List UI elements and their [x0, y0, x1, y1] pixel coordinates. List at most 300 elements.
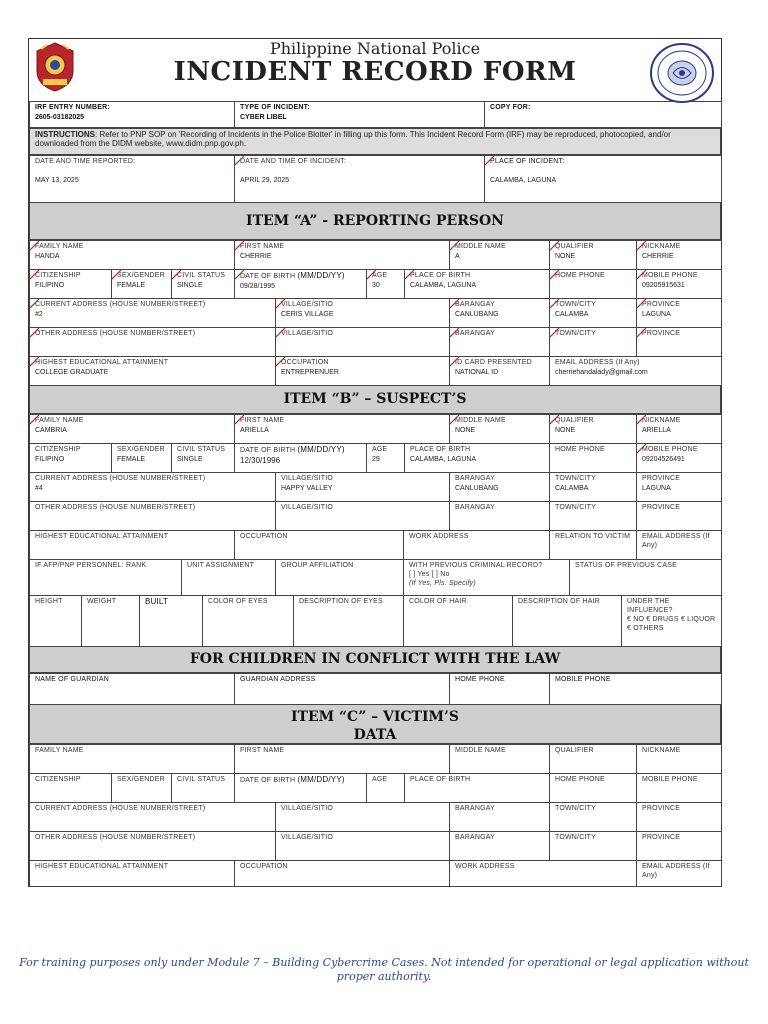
a-dob-format: (MM/DD/YY) [297, 271, 345, 280]
a-home-phone-cell[interactable] [550, 270, 637, 299]
didm-seal-logo [649, 42, 715, 104]
a-civil-status-cell[interactable] [172, 270, 235, 299]
b-education-cell[interactable] [30, 531, 235, 560]
b-qualifier-cell[interactable] [550, 415, 637, 444]
a-age-label: AGE [372, 272, 388, 279]
b-village-cell[interactable] [276, 473, 450, 502]
guardian-home-phone-cell[interactable] [450, 674, 550, 705]
red-check-mark-icon [637, 299, 647, 309]
a-first-name-value[interactable]: CHERRIE [240, 253, 272, 260]
b-family-name-label: FAMILY NAME [35, 417, 84, 424]
b-civil-status-cell[interactable] [172, 444, 235, 473]
c-town-label: TOWN/CITY [555, 805, 596, 812]
c-other-village-label: VILLAGE/SITIO [281, 834, 334, 841]
a-dob-value[interactable]: 09/28/1995 [240, 283, 276, 290]
b-email-label: EMAIL ADDRESS (If Any) [642, 533, 710, 549]
c-province-cell[interactable] [637, 803, 722, 832]
item-c-name-row [29, 744, 722, 774]
a-sex-cell[interactable] [112, 270, 172, 299]
c-other-village-cell[interactable] [276, 832, 450, 861]
irf-entry-label: IRF ENTRY NUMBER: [35, 104, 110, 111]
c-email-label: EMAIL ADDRESS (If Any) [642, 863, 710, 879]
a-family-name-cell[interactable] [30, 241, 235, 270]
b-eye-color-cell[interactable] [203, 596, 294, 647]
a-citizenship-value[interactable]: FILIPINO [35, 282, 65, 289]
a-current-address-cell[interactable] [30, 299, 276, 328]
b-family-name-value[interactable]: CAMBRIA [35, 427, 67, 434]
guardian-name-cell[interactable] [30, 674, 235, 705]
irf-row [29, 101, 722, 128]
a-mobile-label: MOBILE PHONE [642, 272, 698, 279]
a-family-name-label: FAMILY NAME [35, 243, 84, 250]
b-criminal-record-note: (If Yes, Pls. Specify) [409, 580, 476, 587]
b-sex-cell[interactable] [112, 444, 172, 473]
a-town-value[interactable]: CALAMBA [555, 311, 589, 318]
guardian-address-cell[interactable] [235, 674, 450, 705]
red-check-mark-icon [550, 299, 560, 309]
b-province-value[interactable]: LAGUNA [642, 485, 671, 492]
b-other-barangay-label: BARANGAY [455, 504, 495, 511]
a-sex-value[interactable]: FEMALE [117, 282, 146, 289]
a-town-label: TOWN/CITY [555, 301, 596, 308]
b-rank-label: IF AFP/PNP PERSONNEL: RANK [35, 562, 147, 569]
a-id-value[interactable]: NATIONAL ID [455, 369, 499, 376]
red-check-mark-icon [405, 270, 415, 280]
b-group-cell[interactable] [276, 560, 404, 596]
red-check-mark-icon [550, 415, 560, 425]
red-check-mark-icon [30, 328, 40, 338]
b-other-province-cell[interactable] [637, 502, 722, 531]
red-check-mark-icon [550, 270, 560, 280]
b-qualifier-value[interactable]: NONE [555, 427, 576, 434]
b-influence-options[interactable]: € NO € DRUGS € LIQUOR € OTHERS [627, 616, 716, 632]
c-education-cell[interactable] [30, 861, 235, 887]
a-current-address-label: CURRENT ADDRESS (HOUSE NUMBER/STREET) [35, 301, 206, 308]
a-pob-cell[interactable] [405, 270, 550, 299]
b-other-town-cell[interactable] [550, 502, 637, 531]
c-education-label: HIGHEST EDUCATIONAL ATTAINMENT [35, 863, 169, 870]
a-other-village-cell[interactable] [276, 328, 450, 357]
form-header [29, 39, 721, 101]
a-civil-status-value[interactable]: SINGLE [177, 282, 203, 289]
a-barangay-value[interactable]: CANLUBANG [455, 311, 499, 318]
red-check-mark-icon [235, 270, 245, 280]
a-email-label: EMAIL ADDRESS (If Any) [555, 359, 640, 366]
a-middle-name-label: MIDDLE NAME [455, 243, 506, 250]
c-other-barangay-label: BARANGAY [455, 834, 495, 841]
a-village-cell[interactable] [276, 299, 450, 328]
c-village-label: VILLAGE/SITIO [281, 805, 334, 812]
c-barangay-label: BARANGAY [455, 805, 495, 812]
b-criminal-record-cell[interactable] [404, 560, 570, 596]
b-other-address-cell[interactable] [30, 502, 276, 531]
guardian-mobile-label: MOBILE PHONE [555, 676, 611, 683]
b-height-label: HEIGHT [35, 598, 63, 605]
b-age-label: AGE [372, 446, 388, 453]
a-family-name-value[interactable]: HANDA [35, 253, 60, 260]
b-pob-cell[interactable] [405, 444, 550, 473]
red-check-mark-icon [30, 299, 40, 309]
b-hair-desc-cell[interactable] [513, 596, 622, 647]
b-nickname-value[interactable]: ARIELLA [642, 427, 671, 434]
b-work-address-cell[interactable] [404, 531, 550, 560]
c-email-cell[interactable] [637, 861, 722, 887]
a-id-cell[interactable] [450, 357, 550, 386]
c-qualifier-cell[interactable] [550, 745, 637, 774]
irf-entry-value[interactable]: 2605-03182025 [35, 114, 85, 121]
b-age-cell[interactable] [367, 444, 405, 473]
b-civil-status-value[interactable]: SINGLE [177, 456, 203, 463]
b-current-address-cell[interactable] [30, 473, 276, 502]
item-c-citizenship-row [29, 773, 722, 803]
c-province-label: PROVINCE [642, 805, 681, 812]
a-dob-cell[interactable] [235, 270, 367, 299]
b-mobile-value[interactable]: 09204526491 [642, 456, 685, 463]
c-family-name-label: FAMILY NAME [35, 747, 84, 754]
b-citizenship-value[interactable]: FILIPINO [35, 456, 65, 463]
b-citizenship-label: CITIZENSHIP [35, 446, 81, 453]
c-sex-cell[interactable] [112, 774, 172, 803]
c-family-name-cell[interactable] [30, 745, 235, 774]
b-group-label: GROUP AFFILIATION [281, 562, 354, 569]
b-weight-cell[interactable] [82, 596, 140, 647]
b-weight-label: WEIGHT [87, 598, 117, 605]
c-other-barangay-cell[interactable] [450, 832, 550, 861]
agency-name: Philippine National Police [269, 39, 481, 58]
a-age-cell[interactable] [367, 270, 405, 299]
red-check-mark-icon [276, 299, 286, 309]
b-unit-label: UNIT ASSIGNMENT [187, 562, 255, 569]
red-check-mark-icon [367, 270, 377, 280]
a-other-address-cell[interactable] [30, 328, 276, 357]
b-civil-status-label: CIVIL STATUS [177, 446, 226, 453]
item-c-education-row [29, 860, 722, 887]
red-check-mark-icon [172, 270, 182, 280]
a-province-value[interactable]: LAGUNA [642, 311, 671, 318]
a-middle-name-value[interactable]: A [455, 253, 460, 260]
a-education-label: HIGHEST EDUCATIONAL ATTAINMENT [35, 359, 169, 366]
date-reported-value[interactable]: MAY 13, 2025 [35, 177, 79, 184]
item-b-other-address-row [29, 501, 722, 531]
b-eye-desc-cell[interactable] [294, 596, 404, 647]
guardian-mobile-cell[interactable] [550, 674, 722, 705]
date-incident-value[interactable]: APRIL 29, 2025 [240, 177, 290, 184]
red-check-mark-icon [637, 415, 647, 425]
b-other-address-label: OTHER ADDRESS (HOUSE NUMBER/STREET) [35, 504, 196, 511]
red-check-mark-icon [450, 357, 460, 367]
c-citizenship-cell[interactable] [30, 774, 112, 803]
place-incident-cell[interactable] [485, 156, 722, 204]
a-other-town-cell[interactable] [550, 328, 637, 357]
b-eye-color-label: COLOR OF EYES [208, 598, 268, 605]
form-title: INCIDENT RECORD FORM [173, 57, 577, 87]
b-relation-cell[interactable] [550, 531, 637, 560]
copy-for-label: COPY FOR: [490, 104, 531, 111]
item-b-physical-row [29, 595, 722, 647]
b-town-cell[interactable] [550, 473, 637, 502]
c-age-cell[interactable] [367, 774, 405, 803]
b-province-cell[interactable] [637, 473, 722, 502]
red-check-mark-icon [30, 241, 40, 251]
a-education-cell[interactable] [30, 357, 276, 386]
red-check-mark-icon [450, 241, 460, 251]
c-qualifier-label: QUALIFIER [555, 747, 594, 754]
b-nickname-cell[interactable] [637, 415, 722, 444]
section-item-a: ITEM “A” - REPORTING PERSON [29, 202, 721, 240]
c-other-address-cell[interactable] [30, 832, 276, 861]
red-check-mark-icon [30, 415, 40, 425]
a-home-phone-label: HOME PHONE [555, 272, 605, 279]
c-first-name-cell[interactable] [235, 745, 450, 774]
c-barangay-cell[interactable] [450, 803, 550, 832]
b-mobile-label: MOBILE PHONE [642, 446, 698, 453]
copy-for-cell[interactable] [485, 102, 722, 128]
dates-row [29, 155, 722, 204]
b-built-cell[interactable] [140, 596, 203, 647]
red-check-mark-icon [450, 299, 460, 309]
a-pob-value[interactable]: CALAMBA, LAGUNA [410, 282, 477, 289]
b-built-label: BUILT [145, 597, 169, 606]
incident-record-form [28, 38, 722, 887]
b-village-value[interactable]: HAPPY VALLEY [281, 485, 333, 492]
b-nickname-label: NICKNAME [642, 417, 681, 424]
b-first-name-value[interactable]: ARIELLA [240, 427, 269, 434]
b-current-address-value[interactable]: #4 [35, 485, 43, 492]
guardian-address-label: GUARDIAN ADDRESS [240, 676, 316, 683]
c-nickname-cell[interactable] [637, 745, 722, 774]
a-first-name-label: FIRST NAME [240, 243, 285, 250]
item-c-other-address-row [29, 831, 722, 861]
b-other-village-label: VILLAGE/SITIO [281, 504, 334, 511]
type-of-incident-cell [235, 102, 485, 128]
c-dob-label: DATE OF BIRTH [240, 777, 296, 784]
b-criminal-record-label: WITH PREVIOUS CRIMINAL RECORD? [409, 562, 543, 569]
type-of-incident-value[interactable]: CYBER LIBEL [240, 114, 287, 121]
instructions-text: : Refer to PNP SOP on 'Recording of Incidents in the Police Blotter' in filling up this form. This Incident Record Form (IRF) may be reproduced, photocopied, and/or downloaded from the DIDM website, www.didm.pnp.gov.ph. [35, 130, 671, 148]
b-email-cell[interactable] [637, 531, 722, 560]
b-home-phone-cell[interactable] [550, 444, 637, 473]
section-item-c [29, 704, 721, 744]
a-other-village-label: VILLAGE/SITIO [281, 330, 334, 337]
a-email-cell[interactable] [550, 357, 722, 386]
b-dob-cell[interactable] [235, 444, 367, 473]
a-sex-label: SEX/GENDER [117, 272, 165, 279]
a-email-value[interactable]: cherriehandalady@gmail.com [555, 369, 648, 376]
red-check-mark-icon [276, 328, 286, 338]
red-check-mark-icon [235, 156, 245, 166]
c-work-address-cell[interactable] [450, 861, 637, 887]
item-c-title-line2: DATA [353, 727, 397, 743]
a-other-province-cell[interactable] [637, 328, 722, 357]
b-middle-name-label: MIDDLE NAME [455, 417, 506, 424]
b-other-province-label: PROVINCE [642, 504, 681, 511]
item-a-education-row [29, 356, 722, 386]
b-dob-format: (MM/DD/YY) [297, 445, 345, 454]
c-pob-label: PLACE OF BIRTH [410, 776, 471, 783]
c-middle-name-label: MIDDLE NAME [455, 747, 506, 754]
item-b-name-row [29, 414, 722, 444]
b-criminal-record-options[interactable]: [ ] Yes [ ] No [409, 571, 450, 578]
a-town-cell[interactable] [550, 299, 637, 328]
b-family-name-cell[interactable] [30, 415, 235, 444]
a-qualifier-cell[interactable] [550, 241, 637, 270]
b-other-village-cell[interactable] [276, 502, 450, 531]
b-influence-label: UNDER THE INFLUENCE? [627, 598, 673, 614]
date-reported-cell[interactable] [30, 156, 235, 204]
b-town-value[interactable]: CALAMBA [555, 485, 589, 492]
b-pob-value[interactable]: CALAMBA, LAGUNA [410, 456, 477, 463]
c-home-phone-label: HOME PHONE [555, 776, 605, 783]
c-home-phone-cell[interactable] [550, 774, 637, 803]
red-check-mark-icon [235, 241, 245, 251]
place-incident-value[interactable]: CALAMBA, LAGUNA [490, 177, 557, 184]
b-age-value[interactable]: 29 [372, 456, 380, 463]
item-b-education-row [29, 530, 722, 560]
c-civil-status-cell[interactable] [172, 774, 235, 803]
c-other-town-label: TOWN/CITY [555, 834, 596, 841]
c-civil-status-label: CIVIL STATUS [177, 776, 226, 783]
c-dob-cell[interactable] [235, 774, 367, 803]
a-province-cell[interactable] [637, 299, 722, 328]
a-qualifier-label: QUALIFIER [555, 243, 594, 250]
a-other-barangay-cell[interactable] [450, 328, 550, 357]
a-qualifier-value[interactable]: NONE [555, 253, 576, 260]
b-middle-name-value[interactable]: NONE [455, 427, 476, 434]
a-barangay-label: BARANGAY [455, 301, 495, 308]
section-children: FOR CHILDREN IN CONFLICT WITH THE LAW [29, 646, 721, 673]
red-check-mark-icon [450, 328, 460, 338]
date-incident-cell[interactable] [235, 156, 485, 204]
item-a-name-row [29, 240, 722, 270]
b-pob-label: PLACE OF BIRTH [410, 446, 471, 453]
a-age-value[interactable]: 30 [372, 282, 380, 289]
b-occupation-cell[interactable] [235, 531, 404, 560]
a-barangay-cell[interactable] [450, 299, 550, 328]
b-relation-label: RELATION TO VICTIM [555, 533, 631, 540]
c-village-cell[interactable] [276, 803, 450, 832]
a-education-value[interactable]: COLLEGE GRADUATE [35, 369, 109, 376]
a-occupation-value[interactable]: ENTREPRENUER [281, 369, 339, 376]
a-nickname-value[interactable]: CHERRIE [642, 253, 674, 260]
a-other-barangay-label: BARANGAY [455, 330, 495, 337]
date-reported-label: DATE AND TIME REPORTED: [35, 158, 136, 165]
b-influence-cell[interactable] [622, 596, 722, 647]
c-current-address-cell[interactable] [30, 803, 276, 832]
b-dob-value[interactable]: 12/30/1996 [240, 456, 281, 465]
item-b-citizenship-row [29, 443, 722, 473]
place-incident-label: PLACE OF INCIDENT: [490, 158, 565, 165]
b-hair-color-cell[interactable] [404, 596, 513, 647]
c-middle-name-cell[interactable] [450, 745, 550, 774]
b-first-name-label: FIRST NAME [240, 417, 285, 424]
item-a-citizenship-row [29, 269, 722, 299]
c-town-cell[interactable] [550, 803, 637, 832]
c-mobile-label: MOBILE PHONE [642, 776, 698, 783]
b-eye-desc-label: DESCRIPTION OF EYES [299, 598, 383, 605]
a-occupation-cell[interactable] [276, 357, 450, 386]
date-incident-label: DATE AND TIME OF INCIDENT: [240, 158, 347, 165]
red-check-mark-icon [637, 241, 647, 251]
b-other-town-label: TOWN/CITY [555, 504, 596, 511]
guardian-name-label: NAME OF GUARDIAN [35, 676, 109, 683]
a-first-name-cell[interactable] [235, 241, 450, 270]
b-barangay-cell[interactable] [450, 473, 550, 502]
b-other-barangay-cell[interactable] [450, 502, 550, 531]
a-dob-label: DATE OF BIRTH [240, 273, 296, 280]
children-row [29, 673, 722, 705]
instructions-cell [30, 129, 721, 155]
c-other-town-cell[interactable] [550, 832, 637, 861]
item-b-personnel-row [29, 559, 722, 596]
b-status-prev-cell[interactable] [570, 560, 722, 596]
a-province-label: PROVINCE [642, 301, 681, 308]
a-nickname-label: NICKNAME [642, 243, 681, 250]
a-mobile-cell[interactable] [637, 270, 722, 299]
b-occupation-label: OCCUPATION [240, 533, 288, 540]
c-first-name-label: FIRST NAME [240, 747, 285, 754]
red-check-mark-icon [637, 270, 647, 280]
b-village-label: VILLAGE/SITIO [281, 475, 334, 482]
b-unit-cell[interactable] [182, 560, 276, 596]
b-barangay-value[interactable]: CANLUBANG [455, 485, 499, 492]
b-sex-value[interactable]: FEMALE [117, 456, 146, 463]
a-citizenship-cell[interactable] [30, 270, 112, 299]
c-current-address-label: CURRENT ADDRESS (HOUSE NUMBER/STREET) [35, 805, 206, 812]
a-other-town-label: TOWN/CITY [555, 330, 596, 337]
b-middle-name-cell[interactable] [450, 415, 550, 444]
b-height-cell[interactable] [30, 596, 82, 647]
a-citizenship-label: CITIZENSHIP [35, 272, 81, 279]
c-occupation-cell[interactable] [235, 861, 450, 887]
a-current-address-value[interactable]: #2 [35, 311, 43, 318]
b-status-prev-label: STATUS OF PREVIOUS CASE [575, 562, 677, 569]
red-check-mark-icon [550, 241, 560, 251]
b-education-label: HIGHEST EDUCATIONAL ATTAINMENT [35, 533, 169, 540]
c-sex-label: SEX/GENDER [117, 776, 165, 783]
guardian-home-phone-label: HOME PHONE [455, 676, 505, 683]
b-hair-desc-label: DESCRIPTION OF HAIR [518, 598, 600, 605]
section-item-b: ITEM “B” – SUSPECT’S [29, 385, 721, 414]
b-mobile-cell[interactable] [637, 444, 722, 473]
b-current-address-label: CURRENT ADDRESS (HOUSE NUMBER/STREET) [35, 475, 206, 482]
c-other-province-cell[interactable] [637, 832, 722, 861]
a-other-province-label: PROVINCE [642, 330, 681, 337]
b-rank-cell[interactable] [30, 560, 182, 596]
red-check-mark-icon [485, 156, 495, 166]
b-citizenship-cell[interactable] [30, 444, 112, 473]
a-nickname-cell[interactable] [637, 241, 722, 270]
a-middle-name-cell[interactable] [450, 241, 550, 270]
a-village-label: VILLAGE/SITIO [281, 301, 334, 308]
red-check-mark-icon [30, 270, 40, 280]
c-mobile-cell[interactable] [637, 774, 722, 803]
red-check-mark-icon [550, 328, 560, 338]
a-village-value[interactable]: CERIS VILLAGE [281, 311, 334, 318]
item-a-address-row [29, 298, 722, 328]
b-dob-label: DATE OF BIRTH [240, 447, 296, 454]
c-nickname-label: NICKNAME [642, 747, 681, 754]
c-citizenship-label: CITIZENSHIP [35, 776, 81, 783]
b-town-label: TOWN/CITY [555, 475, 596, 482]
c-other-address-label: OTHER ADDRESS (HOUSE NUMBER/STREET) [35, 834, 196, 841]
c-age-label: AGE [372, 776, 388, 783]
training-disclaimer: For training purposes only under Module 7 – Building Cybercrime Cases. Not intended for operational or legal application without proper authority. [19, 956, 749, 983]
b-first-name-cell[interactable] [235, 415, 450, 444]
a-mobile-value[interactable]: 09205915631 [642, 282, 685, 289]
c-occupation-label: OCCUPATION [240, 863, 288, 870]
c-pob-cell[interactable] [405, 774, 550, 803]
a-civil-status-label: CIVIL STATUS [177, 272, 226, 279]
